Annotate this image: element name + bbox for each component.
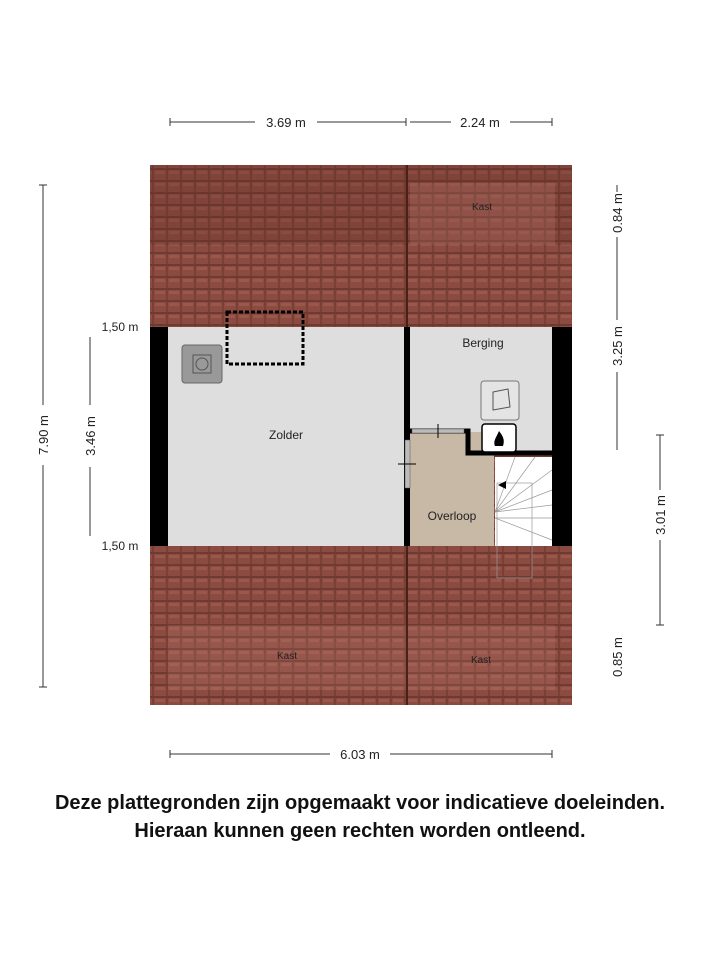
dim-left-total: 7.90 m (36, 415, 51, 455)
wall-left (150, 327, 168, 546)
dim-left-inner: 3.46 m (83, 416, 98, 456)
room-label-kast-top: Kast (471, 202, 493, 213)
dim-right-kast-bottom: 0.85 m (610, 637, 625, 677)
room-label-kast-bottom-right: Kast (470, 655, 492, 666)
room-label-overloop: Overloop (427, 509, 477, 523)
disclaimer-line-2: Hieraan kunnen geen rechten worden ontleend. (134, 820, 586, 842)
dim-upper-height: 1,50 m (101, 320, 139, 334)
dim-top-right: 2.24 m (460, 115, 500, 130)
disclaimer-line-1: Deze plattegronden zijn opgemaakt voor indicatieve doeleinden. (54, 792, 666, 814)
room-label-berging: Berging (462, 336, 504, 350)
kast-bottom-area (168, 625, 555, 690)
boiler-flame-icon (482, 424, 516, 452)
dim-right-stair: 3.01 m (653, 495, 668, 535)
dim-right-kast-top: 0.84 m (610, 193, 625, 233)
dim-bottom: 6.03 m (340, 747, 380, 762)
wall-center (404, 327, 410, 546)
room-label-kast-bottom-left: Kast (276, 651, 298, 662)
staircase (495, 457, 552, 546)
dim-right-berging: 3.25 m (610, 326, 625, 366)
water-heater-icon (481, 381, 519, 420)
dim-lower-height: 1,50 m (101, 539, 139, 553)
wall-right (552, 327, 572, 546)
kast-top-area (410, 183, 555, 245)
dim-top-left: 3.69 m (266, 115, 306, 130)
ventilation-unit-icon (182, 345, 222, 383)
room-label-zolder: Zolder (268, 428, 304, 442)
